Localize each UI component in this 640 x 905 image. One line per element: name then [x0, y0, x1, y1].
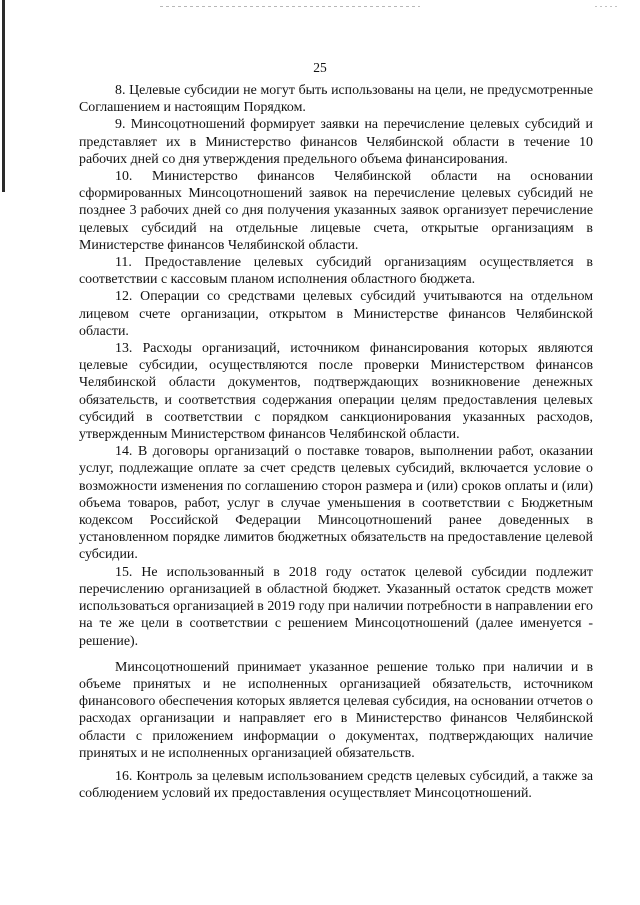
document-body — [79, 82, 593, 802]
paragraph-12: 12. Операции со средствами целевых субсидий учитываются на отдельном лицевом счете организации, открытом в Министерстве финансов Челябинской области. — [79, 289, 593, 339]
page-number: 25 — [313, 60, 327, 75]
scan-edge-mark — [2, 0, 5, 192]
paragraph-10: 10. Министерство финансов Челябинской области на основании сформированных Минсоцотношений заявок на перечисление целевых субсидий не позднее 3 рабочих дней со дня получения указанных заявок организует перечисление целевых субсидий на отдельные лицевые счета, открытые организациям в Министерстве финансов Челябинской области. — [79, 169, 593, 253]
paragraph-11: 11. Предоставление целевых субсидий организациям осуществляется в соответствии с кассовым планом исполнения областного бюджета. — [79, 255, 593, 288]
paragraph-13: 13. Расходы организаций, источником финансирования которых являются целевые субсидии, осуществляются после проверки Министерством финансов Челябинской области документов, подтверждающих возникновение денежных обязательств, и соответствия содержания операции целям предоставления целевых субсидий в соответствии с порядком санкционирования указанных расходов, утвержденным Министерством финансов Челябинской области. — [79, 341, 593, 443]
paragraph-15-continuation: Минсоцотношений принимает указанное решение только при наличии и в объеме принятых и не исполненных организацией обязательств, источником финансового обеспечения которых является целевая субсидия, на основании отчетов о расходах организации и направляет его в Министерство финансов Челябинской области с приложением информации о документах, подтверждающих наличие принятых и не исполненных организацией обязательств. — [79, 659, 593, 761]
paragraph-16: 16. Контроль за целевым использованием средств целевых субсидий, а также за соблюдением условий их предоставления осуществляет Минсоцотношений. — [79, 768, 593, 802]
paragraph-15: 15. Не использованный в 2018 году остаток целевой субсидии подлежит перечислению организацией в областной бюджет. Указанный остаток средств может использоваться организацией в 2019 году при наличии потребности в направлении его на те же цели в соответствии с решением Минсоцотношений (далее именуется - решение). — [79, 564, 593, 649]
paragraph-8: 8. Целевые субсидии не могут быть использованы на цели, не предусмотренные Соглашением и настоящим Порядком. — [79, 83, 593, 116]
paragraph-14: 14. В договоры организаций о поставке товаров, выполнении работ, оказании услуг, подлежащие оплате за счет средств целевых субсидий, включается условие о возможности изменения по соглашению сторон размера и (или) сроков оплаты и (или) объема товаров, работ, услуг в случае уменьшения в соответствии с Бюджетным кодексом Российской Федерации Минсоцотношений ранее доведенных в установленном порядке лимитов бюджетных обязательств на предоставление целевой субсидии. — [79, 444, 593, 563]
scan-noise-top — [160, 6, 420, 7]
scan-noise-top-right — [595, 6, 617, 7]
paragraph-9: 9. Минсоцотношений формирует заявки на перечисление целевых субсидий и представляет их в Министерство финансов Челябинской области в течение 10 рабочих дней со дня утверждения предельного объема финансирования. — [79, 117, 593, 167]
